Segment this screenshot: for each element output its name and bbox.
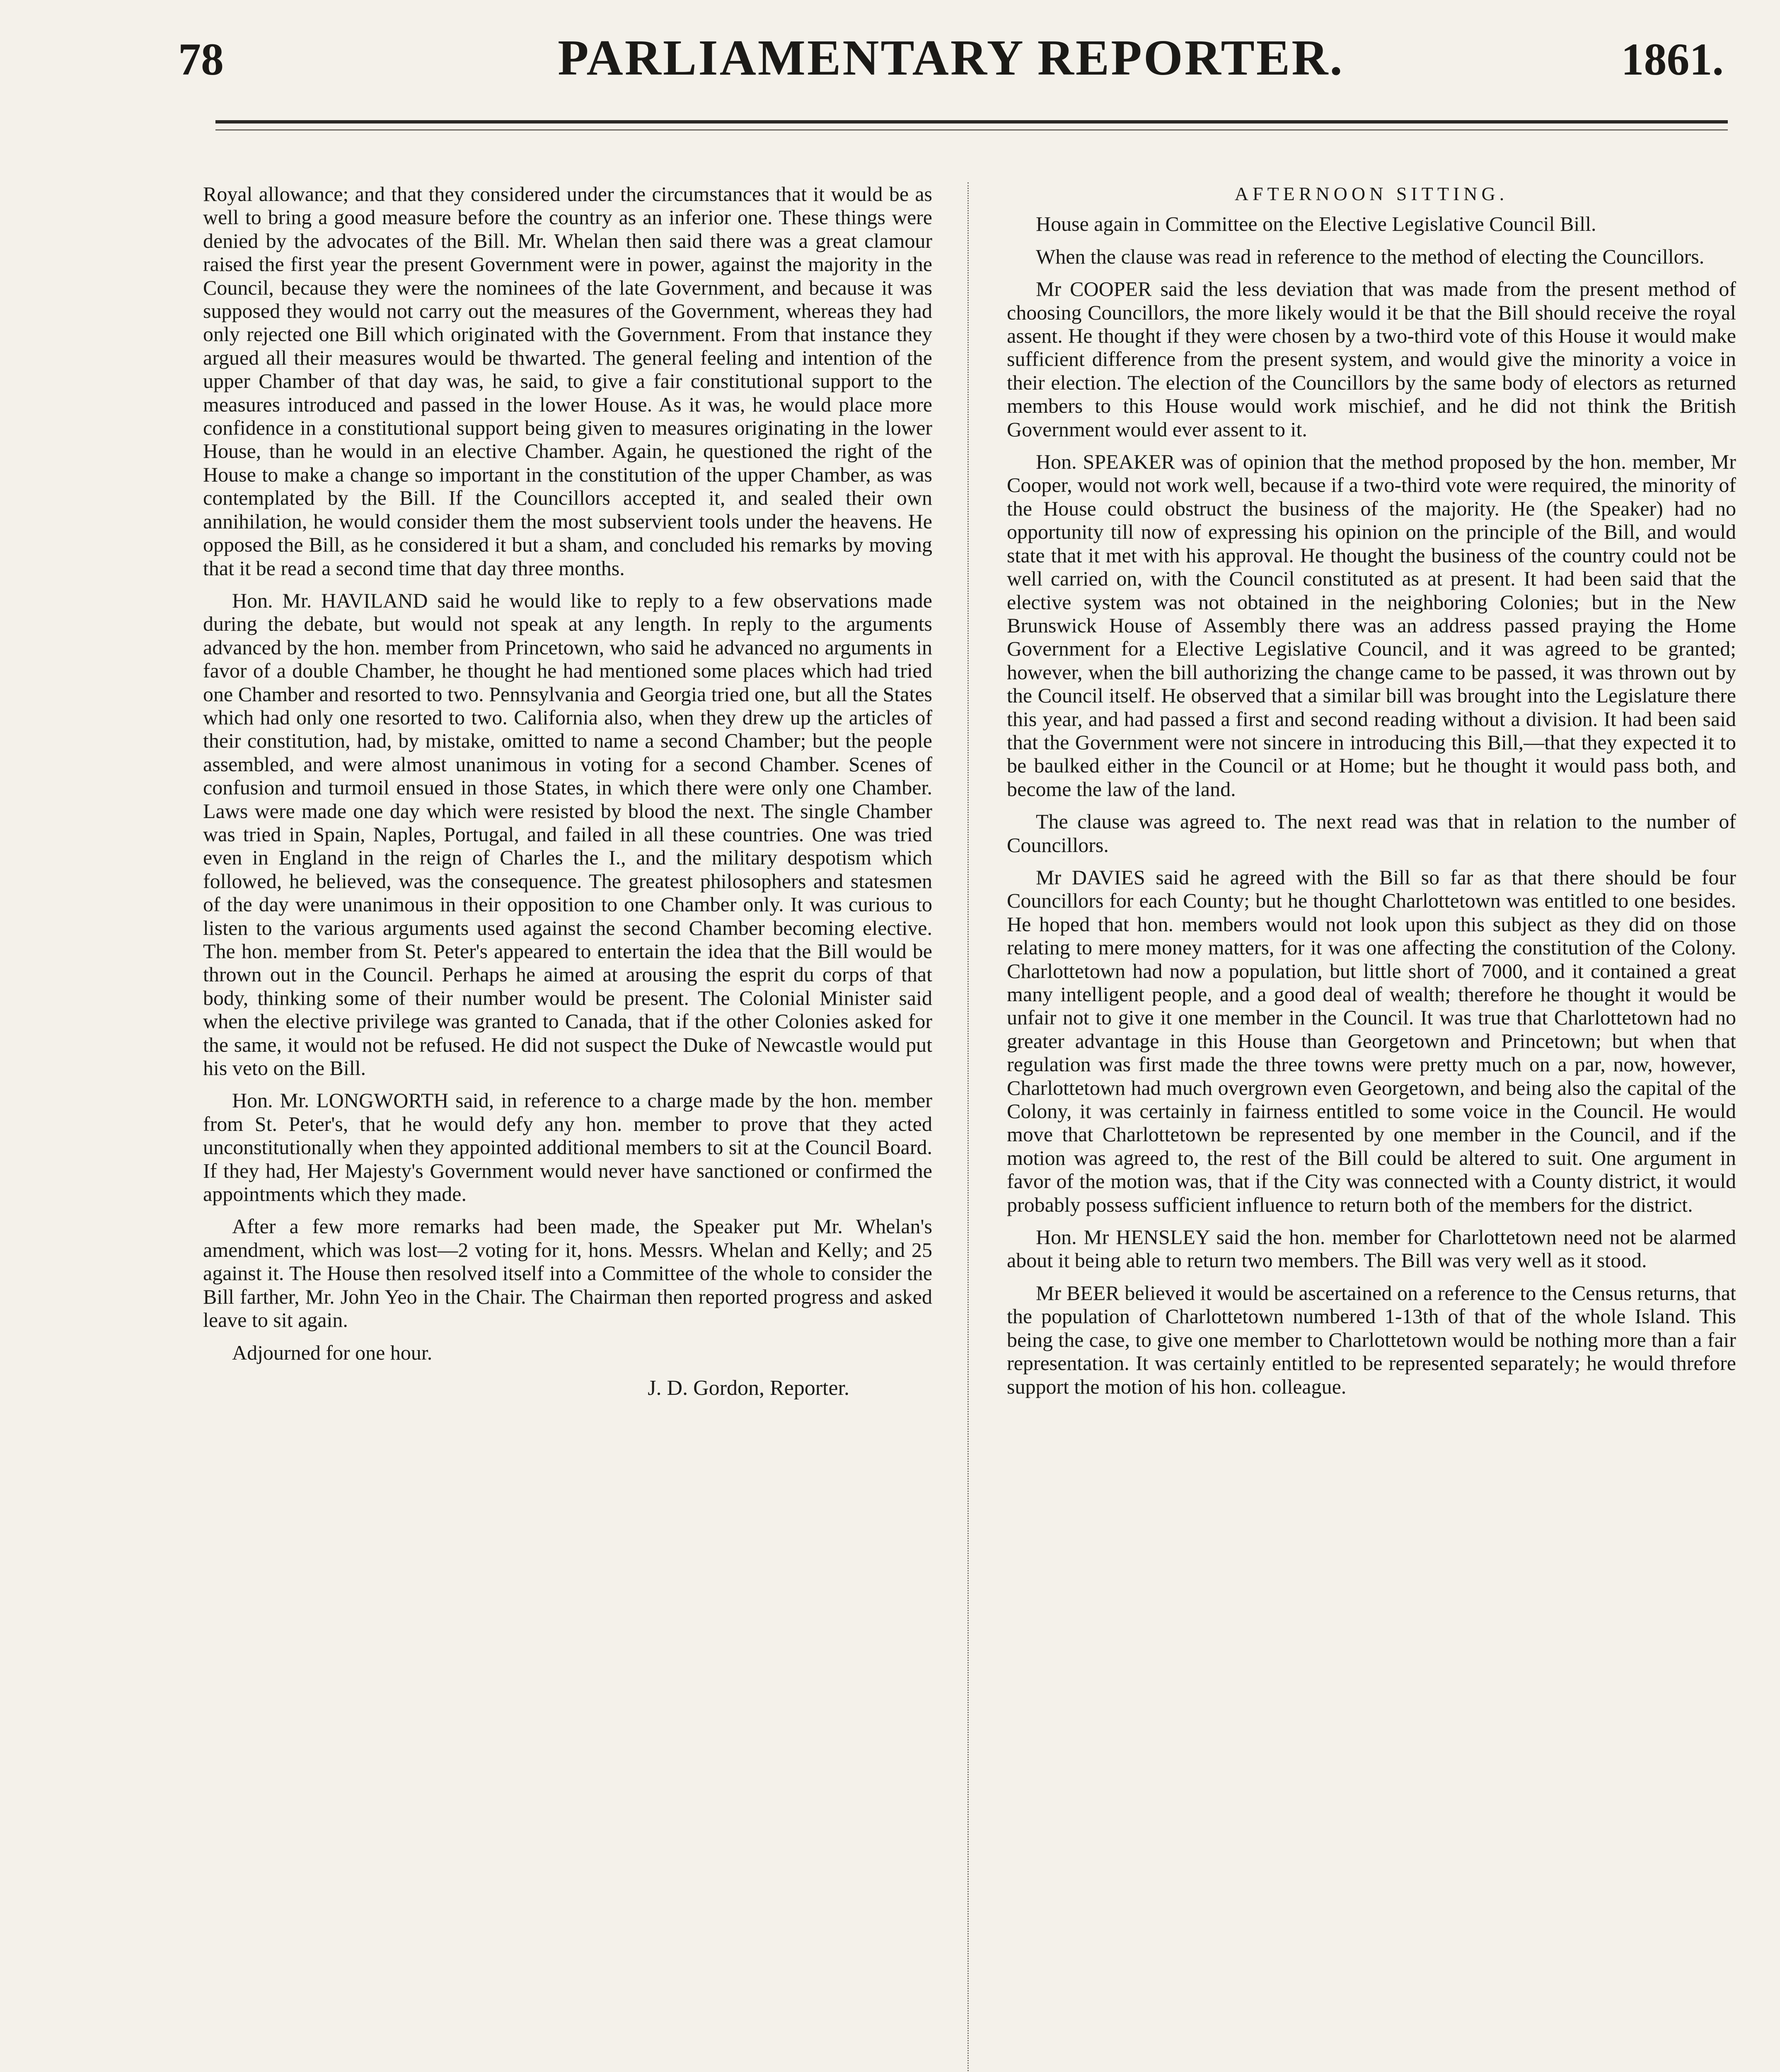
paragraph-longworth: Hon. Mr. LONGWORTH said, in reference to a charge made by the hon. member from St. Peter's, that he would defy any hon. member to prove that they acted unconstitutionally when they appointed additional members to sit at the Council Board. If they had, Her Majesty's Government would never have sanctioned or confirmed the appointments which they made.	[203, 1089, 932, 1206]
column-divider	[967, 182, 969, 2072]
right-column	[1007, 182, 1736, 2072]
header-rule-thin	[215, 129, 1728, 131]
paragraph-beer: Mr BEER believed it would be ascertained on a reference to the Census returns, that the population of Charlottetown numbered 1-13th of that of the whole Island. This being the case, to give one member to Charlottetown would be nothing more than a fair representation. It was certainly entitled to be represented separately; he would threfore support the motion of his hon. colleague.	[1007, 1281, 1736, 1398]
paragraph-committee: House again in Committee on the Elective Legislative Council Bill.	[1036, 212, 1596, 236]
paragraph-continuation: Royal allowance; and that they considered under the circumstances that it would be as well to bring a good measure before the country as an inferior one. These things were denied by the advocates of the Bill. Mr. Whelan then said there was a great clamour raised the first year the present Government were in power, against the majority in the Council, because they were the nominees of the late Government, and because it was supposed they would not carry out the measures of the Government, whereas they had only rejected one Bill which originated with the Government. From that instance they argued all their measures would be thwarted. The general feeling and intention of the upper Chamber of that day was, he said, to give a fair constitutional support to the measures introduced and passed in the lower House. As it was, he would place more confidence in a constitutional support being given to measures originating in the lower House, than he would in an elective Chamber. Again, he questioned the right of the House to make a change so important in the constitution of the upper Chamber, as was contemplated by the Bill. If the Councillors accepted it, and sealed their own annihilation, he would consider them the most subservient tools under the heavens. He opposed the Bill, as he considered it but a sham, and concluded his remarks by moving that it be read a second time that day three months.	[203, 182, 932, 580]
reporter-signature: J. D. Gordon, Reporter.	[648, 1376, 849, 1400]
paragraph-clause: When the clause was read in reference to the method of electing the Councillors.	[1036, 244, 1705, 268]
page-number: 78	[178, 34, 224, 85]
left-column	[203, 182, 932, 2072]
paragraph-amendment-vote: After a few more remarks had been made, the Speaker put Mr. Whelan's amendment, which was lost—2 voting for it, hons. Messrs. Whelan and Kelly; and 25 against it. The House then resolved itself into a Committee of the whole to consider the Bill farther, Mr. John Yeo in the Chair. The Chairman then reported progress and asked leave to sit again.	[203, 1215, 932, 1332]
paragraph-speaker: Hon. SPEAKER was of opinion that the method proposed by the hon. member, Mr Cooper, would not work well, because if a two-third vote were required, the minority of the House could obstruct the business of the majority. He (the Speaker) had no opportunity till now of expressing his opinion on the principle of the Bill, and would state that it met with his approval. He thought the business of the country could not be well carried on, with the Council constituted as at present. It had been said that the elective system was not obtained in the neighboring Colonies; but in the New Brunswick House of Assembly there was an address passed praying the Home Government for a Elective Legislative Council, and it was agreed to be granted; however, when the bill authorizing the change came to be passed, it was thrown out by the Council itself. He observed that a similar bill was brought into the Legislature there this year, and had passed a first and second reading without a division. It had been said that the Government were not sincere in introducing this Bill,—that they expected it to be baulked either in the Council or at Home; but he thought it would pass both, and become the law of the land.	[1007, 450, 1736, 801]
paragraph-davies: Mr DAVIES said he agreed with the Bill so far as that there should be four Councillors for each County; but he thought Charlottetown was entitled to one besides. He hoped that hon. members would not look upon this subject as they did on those relating to mere money matters, for it was one affecting the constitution of the Colony. Charlottetown had now a population, but little short of 7000, and it contained a great many intelligent people, and a good deal of wealth; therefore he thought it would be unfair not to give it one member in the Council. It was true that Charlottetown had no greater advantage in this House than Georgetown and Princetown; but when that regulation was first made the three towns were pretty much on a par, now, however, Charlottetown had much overgrown even Georgetown, and being also the capital of the Colony, it was certainly in fairness entitled to some voice in the Council. He would move that Charlottetown be represented by one member in the Council, and if the motion was agreed to, the rest of the Bill could be altered to suit. One argument in favor of the motion was, that if the City was connected with a County district, it would probably possess sufficient influence to return both of the members for the district.	[1007, 865, 1736, 1216]
header-rule	[215, 120, 1728, 123]
paragraph-hensley: Hon. Mr HENSLEY said the hon. member for Charlottetown need not be alarmed about it being able to return two members. The Bill was very well as it stood.	[1007, 1225, 1736, 1272]
paragraph-clause-agreed: The clause was agreed to. The next read was that in relation to the number of Councillors.	[1007, 810, 1736, 857]
publication-title: PARLIAMENTARY REPORTER.	[558, 30, 1344, 86]
paragraph-haviland: Hon. Mr. HAVILAND said he would like to reply to a few observations made during the debate, but would not speak at any length. In reply to the arguments advanced by the hon. member from Princetown, who said he advanced no arguments in favor of a double Chamber, he thought he had mentioned some places which had tried one Chamber and resorted to two. Pennsylvania and Georgia tried one, but all the States which had only one resorted to two. California also, when they drew up the articles of their constitution, had, by mistake, omitted to name a second Chamber; but the people assembled, and were almost unanimous in voting for a second Chamber. Scenes of confusion and turmoil ensued in those States, in which there were only one Chamber. Laws were made one day which were resisted by blood the next. The single Chamber was tried in Spain, Naples, Portugal, and failed in all these countries. One was tried even in England in the reign of Charles the I., and the military despotism which followed, he believed, was the consequence. The greatest philosophers and statesmen of the day were unanimous in their opposition to one Chamber only. It was curious to listen to the various arguments used against the second Chamber becoming elective. The hon. member from St. Peter's appeared to entertain the idea that the Bill would be thrown out in the Council. Perhaps he aimed at arousing the esprit du corps of that body, thinking some of their number would be present. The Colonial Minister said when the elective privilege was granted to Canada, that if the other Colonies asked for the same, it would not be refused. He did not suspect the Duke of Newcastle would put his veto on the Bill.	[203, 588, 932, 1080]
page-header	[178, 25, 1724, 99]
publication-year: 1861.	[1621, 34, 1724, 85]
paragraph-adjourned: Adjourned for one hour.	[232, 1341, 433, 1364]
section-heading: AFTERNOON SITTING.	[1234, 183, 1509, 204]
paragraph-cooper: Mr COOPER said the less deviation that was made from the present method of choosing Councillors, the more likely would it be that the Bill should receive the royal assent. He thought if they were chosen by a two-third vote of this House it would make sufficient difference from the present system, and would give the minority a voice in their election. The election of the Councillors by the same body of electors as returned members to this House would work mischief, and he did not think the British Government would ever assent to it.	[1007, 277, 1736, 441]
